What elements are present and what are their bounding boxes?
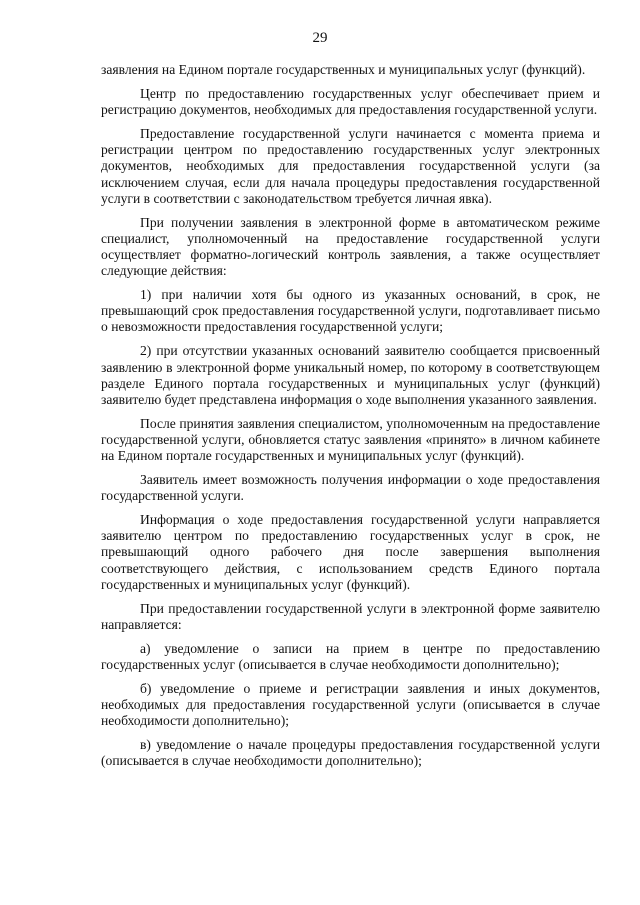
document-body bbox=[101, 62, 600, 778]
list-item: б) уведомление о приеме и регистрации заявления и иных документов, необходимых для предоставления государственной услуги (описывается в случае необходимости дополнительно); bbox=[101, 681, 600, 729]
list-item: в) уведомление о начале процедуры предоставления государственной услуги (описывается в случае необходимости дополнительно); bbox=[101, 737, 600, 769]
list-item: а) уведомление о записи на прием в центре по предоставлению государственных услуг (описывается в случае необходимости дополнительно); bbox=[101, 640, 600, 672]
paragraph: заявления на Едином портале государственных и муниципальных услуг (функций). bbox=[101, 62, 586, 77]
paragraph: При получении заявления в электронной форме в автоматическом режиме специалист, уполномоченный на предоставление государственной услуги осуществляет форматно-логический контроль заявления, а также осуществляет следующие действия: bbox=[101, 214, 600, 279]
list-item: 2) при отсутствии указанных оснований заявителю сообщается присвоенный заявлению в электронной форме уникальный номер, по которому в соответствующем разделе Единого портала государственных и муниципальных услуг (функций) заявителю будет представлена информация о ходе выполнения указанного заявления. bbox=[101, 343, 600, 407]
paragraph: Предоставление государственной услуги начинается с момента приема и регистрации центром по предоставлению государственных услуг электронных документов, необходимых для предоставления государственной услуги (за исключением случая, если для начала процедуры предоставления государственной услуги в соответствии с законодательством требуется личная явка). bbox=[101, 126, 600, 206]
paragraph: Информация о ходе предоставления государственной услуги направляется заявителю центром по предоставлению государственных услуг в срок, не превышающий одного рабочего дня после завершения выполнения соответствующего действия, с использованием средств Единого портала государственных и муниципальных услуг (функций). bbox=[101, 512, 600, 592]
paragraph: После принятия заявления специалистом, уполномоченным на предоставление государственной услуги, обновляется статус заявления «принято» в личном кабинете на Едином портале государственных и муниципальных услуг (функций). bbox=[101, 415, 600, 463]
list-item: 1) при наличии хотя бы одного из указанных оснований, в срок, не превышающий срок предоставления государственной услуги, подготавливает письмо о невозможности предоставления государственной услуги; bbox=[101, 287, 600, 335]
paragraph: При предоставлении государственной услуги в электронной форме заявителю направляется: bbox=[101, 600, 600, 632]
paragraph: Центр по предоставлению государственных услуг обеспечивает прием и регистрацию документов, необходимых для предоставления государственной услуги. bbox=[101, 86, 600, 118]
page-number: 29 bbox=[312, 30, 328, 46]
paragraph: Заявитель имеет возможность получения информации о ходе предоставления государственной услуги. bbox=[101, 472, 600, 504]
